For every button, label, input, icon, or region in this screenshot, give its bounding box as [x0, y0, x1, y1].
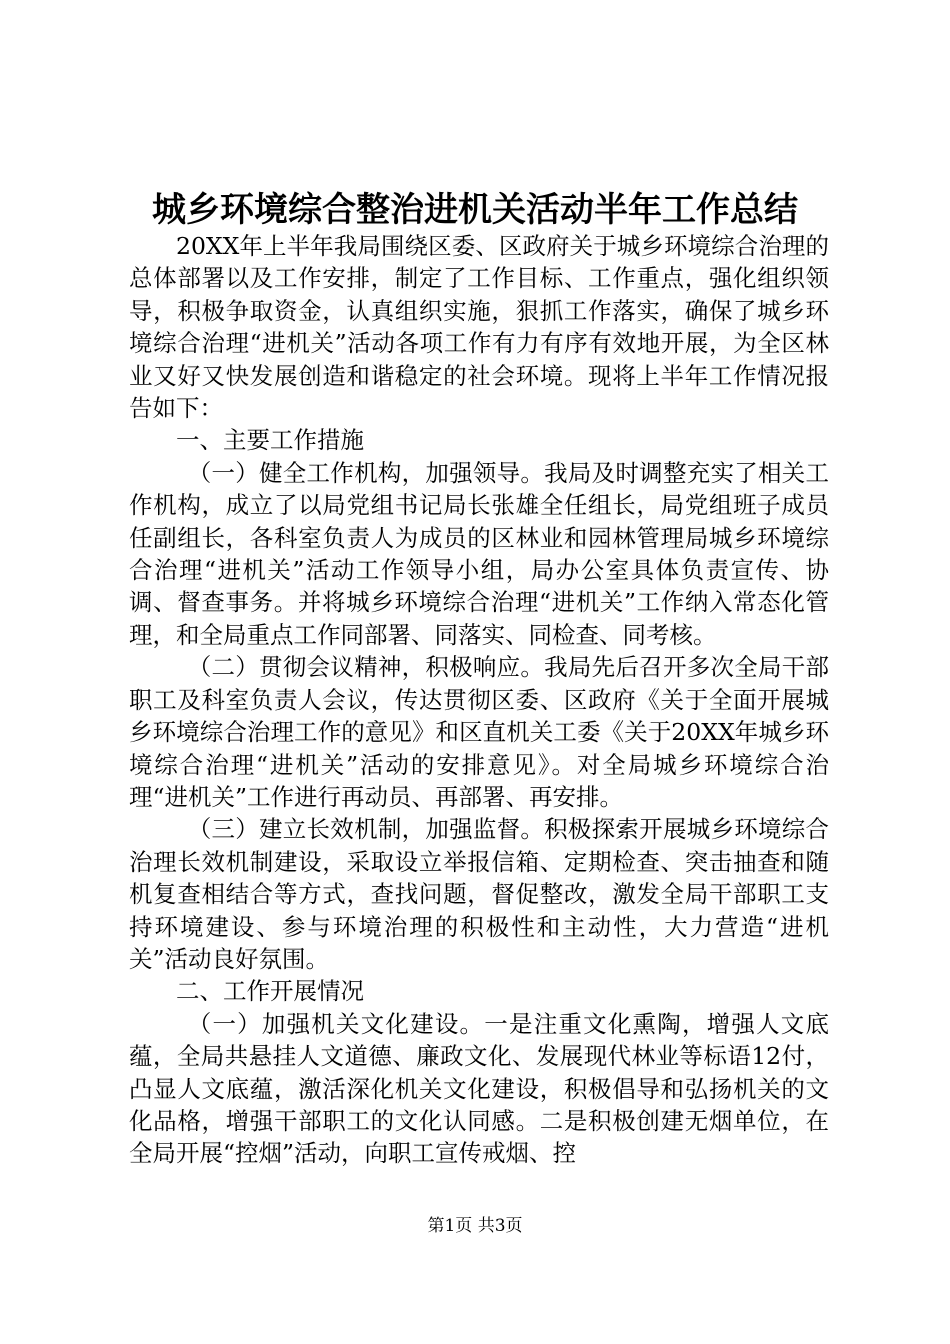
document-title: 城乡环境综合整治进机关活动半年工作总结: [152, 190, 798, 230]
page-number-footer: 第1页 共3页: [427, 1216, 523, 1236]
section-1-item-3: （三）建立长效机制，加强监督。积极探索开展城乡环境综合治理长效机制建设，采取设立举报信箱、定期检查、突击抽查和随机复查相结合等方式，查找问题，督促整改，激发全局干部职工支持环境建设、参与环境治理的积极性和主动性，大力营造“进机关”活动良好氛围。: [129, 815, 829, 973]
section-heading-2: 二、工作开展情况: [176, 977, 364, 1006]
section-heading-1: 一、主要工作措施: [176, 426, 364, 455]
section-1-item-2: （二）贯彻会议精神，积极响应。我局先后召开多次全局干部职工及科室负责人会议，传达贯彻区委、区政府《关于全面开展城乡环境综合治理工作的意见》和区直机关工委《关于20XX年城乡环境综合治理“进机关”活动的安排意见》。对全局城乡环境综合治理“进机关”工作进行再动员、再部署、再安排。: [129, 653, 829, 811]
section-1-item-1: （一）健全工作机构，加强领导。我局及时调整充实了相关工作机构，成立了以局党组书记局长张雄全任组长，局党组班子成员任副组长，各科室负责人为成员的区林业和园林管理局城乡环境综合治理“进机关”活动工作领导小组，局办公室具体负责宣传、协调、督查事务。并将城乡环境综合治理“进机关”工作纳入常态化管理，和全局重点工作同部署、同落实、同检查、同考核。: [129, 458, 829, 649]
section-2-item-1: （一）加强机关文化建设。一是注重文化熏陶，增强人文底蕴，全局共悬挂人文道德、廉政文化、发展现代林业等标语12付，凸显人文底蕴，激活深化机关文化建设，积极倡导和弘扬机关的文化品格，增强干部职工的文化认同感。二是积极创建无烟单位，在全局开展“控烟”活动，向职工宣传戒烟、控: [129, 1009, 829, 1168]
document-body: [129, 230, 829, 1170]
intro-paragraph: 20XX年上半年我局围绕区委、区政府关于城乡环境综合治理的总体部署以及工作安排，制定了工作目标、工作重点，强化组织领导，积极争取资金，认真组织实施，狠抓工作落实，确保了城乡环境综合治理“进机关”活动各项工作有力有序有效地开展，为全区林业又好又快发展创造和谐稳定的社会环境。现将上半年工作情况报告如下：: [129, 232, 829, 423]
